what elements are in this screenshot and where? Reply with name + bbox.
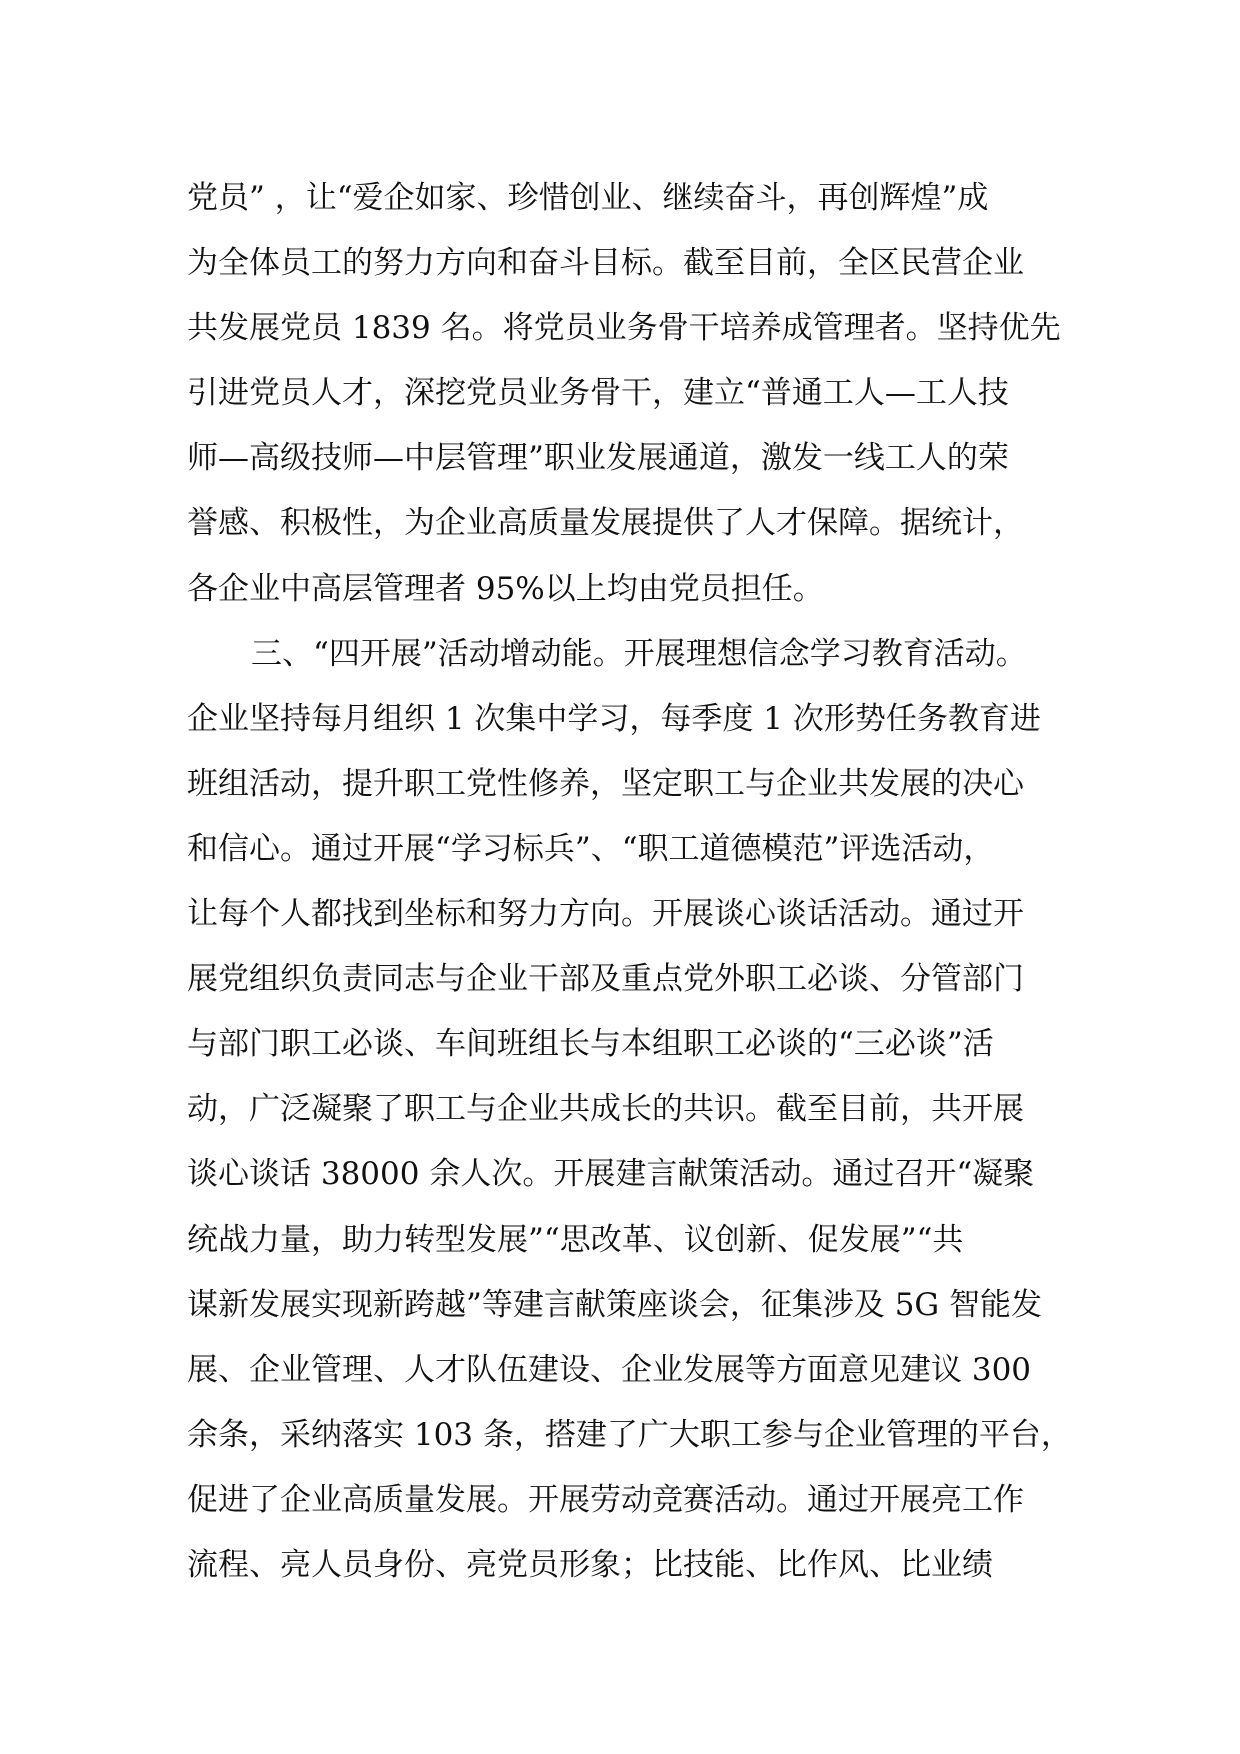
text-line: 让每个人都找到坐标和努力方向。开展谈心谈话活动。通过开	[187, 896, 1024, 933]
text-line: 流程、亮人员身份、亮党员形象；比技能、比作风、比业绩	[187, 1546, 993, 1583]
text-line: 各企业中高层管理者 95%以上均由党员担任。	[187, 570, 824, 607]
text-line: 谈心谈话 38000 余人次。开展建言献策活动。通过召开“凝聚	[187, 1156, 1035, 1193]
text-line: 共发展党员 1839 名。将党员业务骨干培养成管理者。坚持优先	[187, 310, 1061, 347]
text-line: 班组活动，提升职工党性修养，坚定职工与企业共发展的决心	[187, 765, 1024, 802]
text-line: 誉感、积极性，为企业高质量发展提供了人才保障。据统计，	[187, 505, 1024, 542]
text-line: 师—高级技师—中层管理”职业发展通道，激发一线工人的荣	[187, 440, 1009, 477]
section-heading-line: 三、“四开展”活动增动能。开展理想信念学习教育活动。	[251, 635, 1027, 672]
text-line: 余条，采纳落实 103 条，搭建了广大职工参与企业管理的平台，	[187, 1416, 1072, 1453]
text-line: 党员” ，让“爱企如家、珍惜创业、继续奋斗，再创辉煌”成	[187, 180, 989, 216]
text-line: 展、企业管理、人才队伍建设、企业发展等方面意见建议 300	[187, 1351, 1032, 1388]
text-line: 企业坚持每月组织 1 次集中学习，每季度 1 次形势任务教育进	[187, 700, 1041, 737]
text-line: 动，广泛凝聚了职工与企业共成长的共识。截至目前，共开展	[187, 1091, 1024, 1128]
text-line: 展党组织负责同志与企业干部及重点党外职工必谈、分管部门	[187, 961, 1024, 998]
body-text	[187, 166, 1087, 1598]
text-line: 统战力量，助力转型发展”“思改革、议创新、促发展”“共	[187, 1221, 964, 1258]
text-line: 和信心。通过开展“学习标兵”、“职工道德模范”评选活动，	[187, 830, 995, 867]
text-line: 为全体员工的努力方向和奋斗目标。截至目前，全区民营企业	[187, 245, 1024, 282]
text-line: 与部门职工必谈、车间班组长与本组职工必谈的“三必谈”活	[187, 1026, 994, 1063]
text-line: 促进了企业高质量发展。开展劳动竞赛活动。通过开展亮工作	[187, 1481, 1024, 1518]
text-line: 谋新发展实现新跨越”等建言献策座谈会，征集涉及 5G 智能发	[187, 1286, 1043, 1323]
text-line: 引进党员人才，深挖党员业务骨干，建立“普通工人—工人技	[187, 375, 1009, 412]
